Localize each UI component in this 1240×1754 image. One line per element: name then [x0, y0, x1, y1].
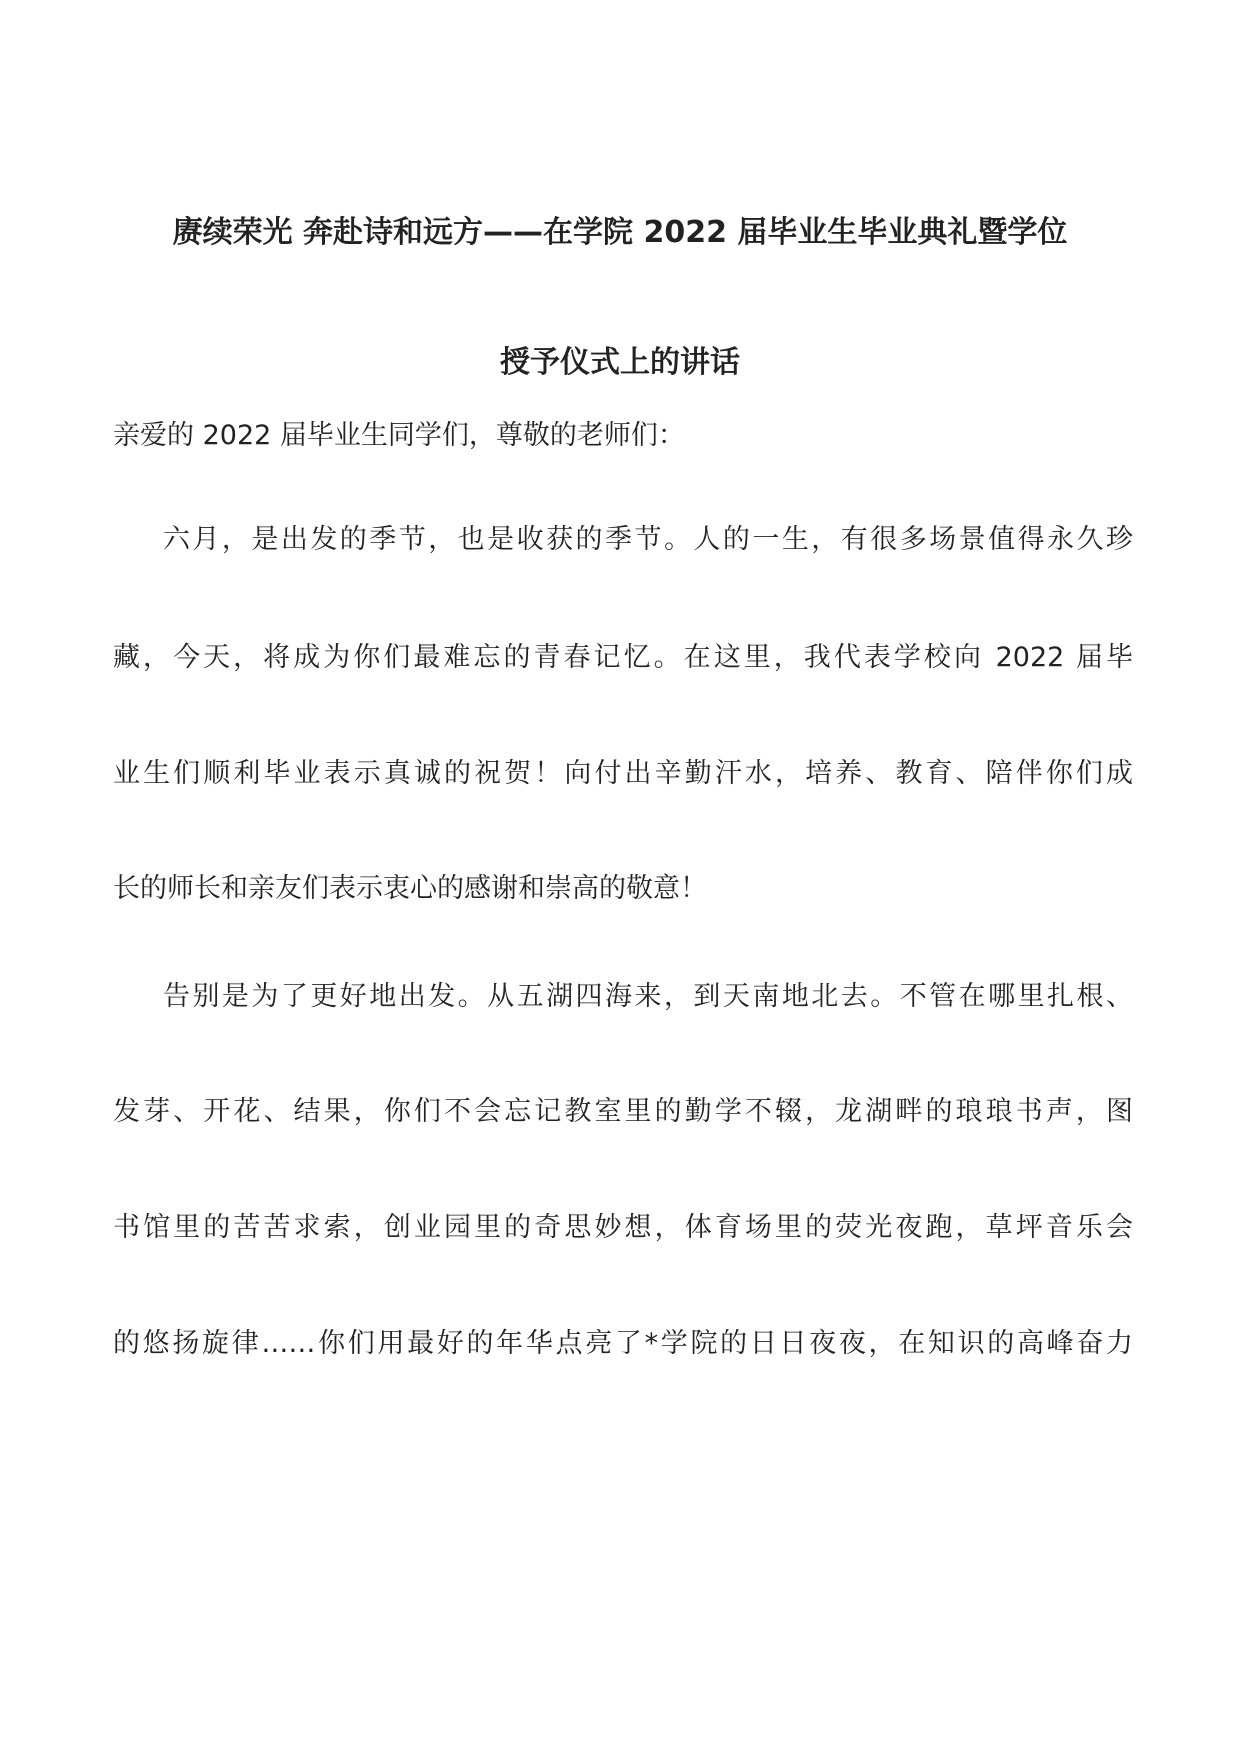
paragraph-2-line-2: 发芽、开花、结果，你们不会忘记教室里的勤学不辍，龙湖畔的琅琅书声，图	[113, 1096, 1133, 1127]
paragraph-2-line-1: 告别是为了更好地出发。从五湖四海来，到天南地北去。不管在哪里扎根、	[163, 981, 1133, 1012]
paragraph-2-line-3: 书馆里的苦苦求索，创业园里的奇思妙想，体育场里的荧光夜跑，草坪音乐会	[113, 1212, 1133, 1243]
title-line-1: 赓续荣光 奔赴诗和远方——在学院 2022 届毕业生毕业典礼暨学位	[172, 215, 1068, 250]
paragraph-1-line-2: 藏，今天，将成为你们最难忘的青春记忆。在这里，我代表学校向 2022 届毕	[113, 642, 1133, 673]
paragraph-1-line-3: 业生们顺利毕业表示真诚的祝贺！向付出辛勤汗水，培养、教育、陪伴你们成	[113, 758, 1133, 789]
paragraph-2-line-4: 的悠扬旋律……你们用最好的年华点亮了*学院的日日夜夜，在知识的高峰奋力	[113, 1328, 1133, 1359]
paragraph-1-line-1: 六月，是出发的季节，也是收获的季节。人的一生，有很多场景值得永久珍	[163, 524, 1133, 555]
title-line-2: 授予仪式上的讲话	[500, 345, 740, 380]
salutation: 亲爱的 2022 届毕业生同学们，尊敬的老师们：	[113, 420, 685, 451]
paragraph-1-line-4: 长的师长和亲友们表示衷心的感谢和崇高的敬意！	[113, 873, 707, 904]
